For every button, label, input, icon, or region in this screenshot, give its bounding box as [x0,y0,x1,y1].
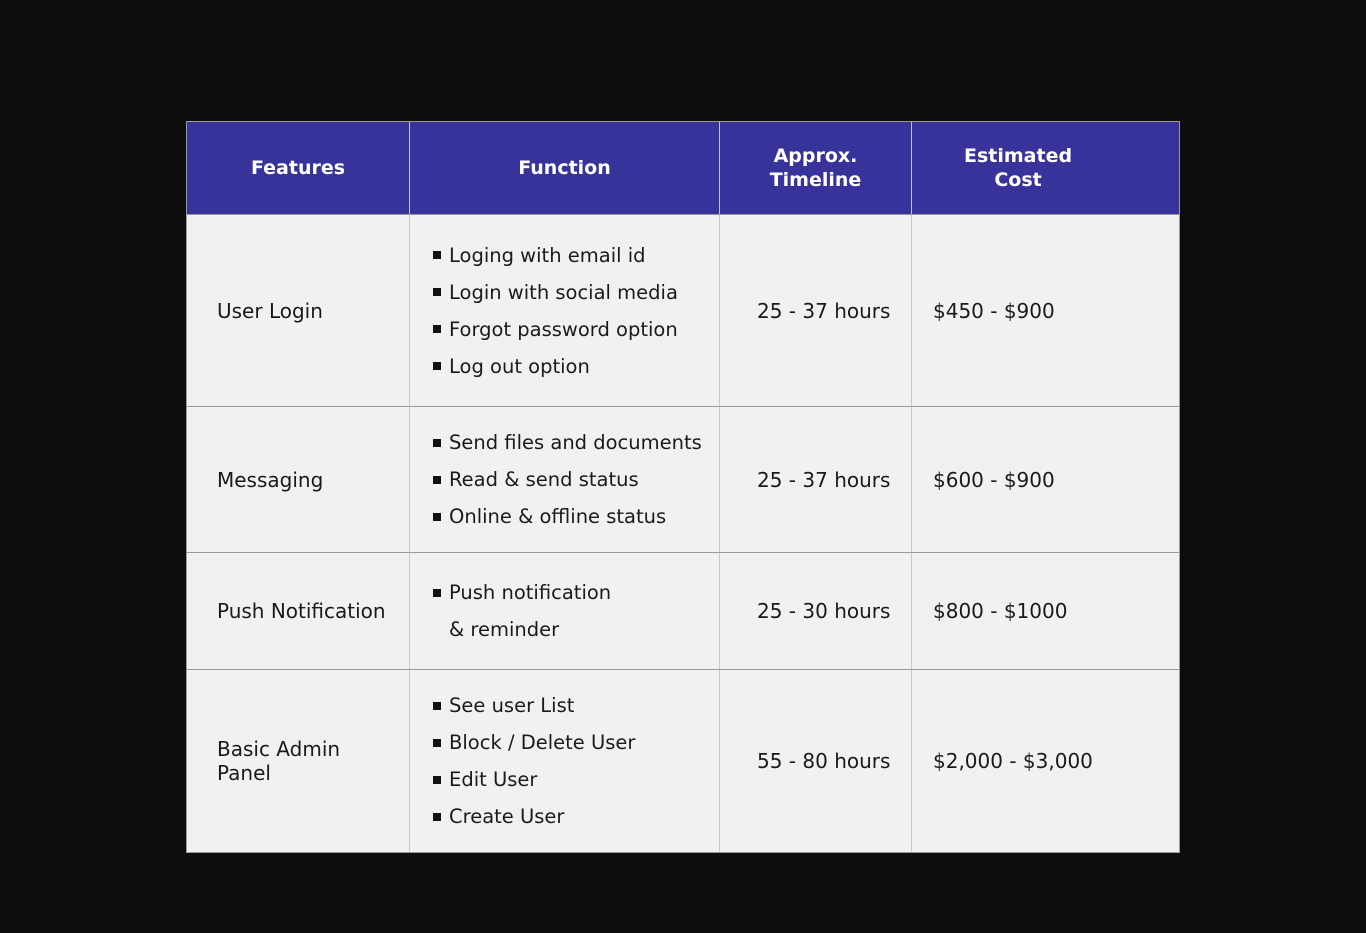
function-cell [409,670,719,852]
function-text: Send files and documents [449,431,702,454]
feature-cell: Basic Admin Panel [217,737,341,785]
function-text: Read & send status [449,468,639,491]
list-item [433,237,678,274]
header-features: Features [250,157,346,179]
bullet-icon [433,251,441,259]
table-row [187,669,1179,852]
function-cell [409,553,719,669]
bullet-icon [433,589,441,597]
list-item [433,274,678,311]
function-list [433,574,611,648]
function-text: & reminder [449,618,560,641]
function-text: Log out option [449,354,590,378]
function-cell [409,407,719,552]
function-text: Edit User [449,768,538,791]
feature-cell: Messaging [217,467,324,492]
bullet-icon [433,776,441,784]
function-list [433,687,635,835]
header-function: Function [409,122,719,214]
bullet-icon [433,476,441,484]
list-item [433,798,635,835]
bullet-icon [433,513,441,521]
header-timeline: Approx. Timeline [719,122,911,214]
feature-cost-table [186,121,1180,853]
bullet-icon [433,702,441,710]
feature-cell: User Login [217,298,323,323]
function-text: Push notification [449,581,612,604]
cost-cell: $2,000 - $3,000 [911,670,1179,852]
function-list [433,237,678,385]
cost-cell: $450 - $900 [911,215,1179,406]
function-text: Online & offline status [449,505,667,528]
table-row [187,214,1179,406]
timeline-cell: 55 - 80 hours [719,670,911,852]
table-row [187,406,1179,552]
timeline-cell: 25 - 30 hours [719,553,911,669]
list-item [433,424,702,461]
table-row [187,552,1179,669]
list-item [433,761,635,798]
timeline-cell: 25 - 37 hours [719,215,911,406]
bullet-icon [433,288,441,296]
list-item [433,611,611,648]
function-text: Loging with email id [449,243,646,267]
list-item [433,461,702,498]
header-cost: Estimated Cost [911,122,1179,214]
function-text: See user List [449,694,575,717]
function-text: Forgot password option [449,317,678,341]
table-header-row [187,122,1179,214]
bullet-icon [433,813,441,821]
list-item [433,311,678,348]
bullet-icon [433,739,441,747]
timeline-cell: 25 - 37 hours [719,407,911,552]
list-item [433,348,678,385]
list-item [433,498,702,535]
cost-cell: $600 - $900 [911,407,1179,552]
list-item [433,724,635,761]
bullet-icon [433,325,441,333]
bullet-icon [433,362,441,370]
function-list [433,424,702,535]
list-item [433,574,611,611]
function-text: Login with social media [449,280,678,304]
feature-cell: Push Notification [217,599,386,623]
cost-cell: $800 - $1000 [911,553,1179,669]
bullet-spacer [433,626,441,634]
function-cell [409,215,719,406]
bullet-icon [433,439,441,447]
function-text: Block / Delete User [449,731,636,754]
list-item [433,687,635,724]
function-text: Create User [449,805,565,828]
